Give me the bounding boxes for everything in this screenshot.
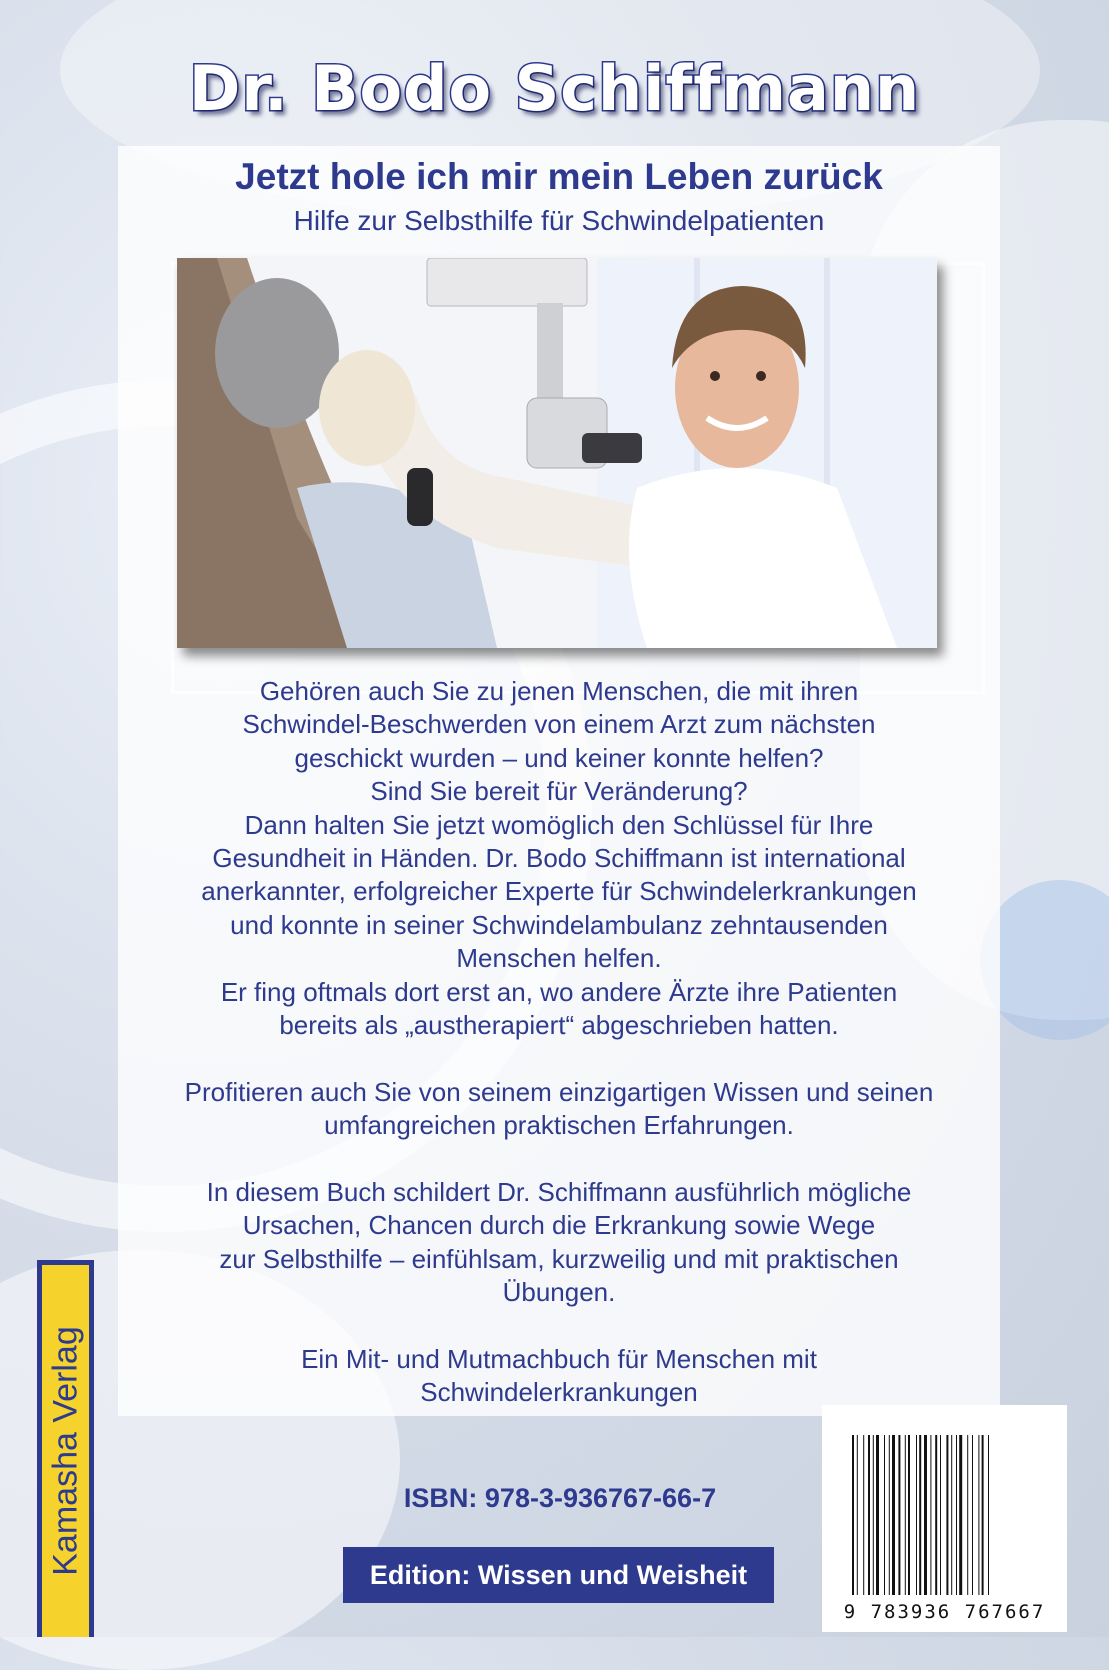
author-photo (177, 258, 937, 648)
barcode-digits: 9 783936 767667 (843, 1601, 1046, 1623)
barcode-bar (924, 1435, 927, 1595)
barcode-bar (889, 1435, 890, 1595)
barcode-bar (935, 1435, 937, 1595)
barcode-bar (988, 1435, 989, 1595)
blurb-line: Er fing oftmals dort erst an, wo andere Ärzte ihre Patienten (220, 976, 898, 1007)
blurb-line: und konnte in seiner Schwindelambulanz zehntausenden (230, 909, 888, 940)
barcode-bar (959, 1435, 962, 1595)
edition-banner: Edition: Wissen und Weisheit (343, 1547, 774, 1603)
blurb-line: Sind Sie bereit für Veränderung? (370, 776, 748, 807)
barcode-bar (905, 1435, 906, 1595)
doctor-examining-patient-image (177, 258, 937, 648)
blurb-line: Schwindelerkrankungen (420, 1377, 698, 1408)
blurb-paragraph-1 (118, 675, 1000, 1042)
barcode-bar (967, 1435, 968, 1595)
publisher-spine-label (37, 1260, 94, 1637)
barcode-bar (892, 1435, 895, 1595)
barcode-bar (972, 1435, 973, 1595)
barcode-bar (873, 1435, 874, 1595)
barcode-bar (852, 1435, 854, 1595)
barcode-bar (876, 1435, 879, 1595)
isbn-label: ISBN: 978-3-936767-66-7 (403, 1483, 717, 1513)
blurb-paragraph-4 (118, 1343, 1000, 1410)
barcode-bar (919, 1435, 921, 1595)
barcode-bar (940, 1435, 941, 1595)
author-name: Dr. Bodo Schiffmann (188, 52, 921, 125)
blurb-line: Profitieren auch Sie von seinem einzigartigen Wissen und seinen (184, 1076, 934, 1107)
blurb-line: anerkannter, erfolgreicher Experte für Schwindelerkrankungen (201, 876, 917, 907)
barcode-bar (863, 1435, 864, 1595)
blurb-line: Ein Mit- und Mutmachbuch für Menschen mit (301, 1344, 817, 1375)
blurb-line: zur Selbsthilfe – einfühlsam, kurzweilig und mit praktischen (219, 1243, 899, 1274)
blurb-line: Gehören auch Sie zu jenen Menschen, die mit ihren (259, 676, 859, 706)
back-cover-blurb (118, 675, 1000, 1410)
barcode-bar (946, 1435, 948, 1595)
barcode-bar (908, 1435, 910, 1595)
barcode-bar (930, 1435, 931, 1595)
blurb-line: Menschen helfen. (456, 943, 662, 974)
blurb-line: Dann halten Sie jetzt womöglich den Schlüssel für Ihre (244, 809, 874, 840)
blurb-line: In diesem Buch schildert Dr. Schiffmann ausführlich mögliche (206, 1177, 912, 1208)
blurb-line: bereits als „austherapiert“ abgeschrieben hatten. (279, 1010, 839, 1041)
barcode-bar (951, 1435, 952, 1595)
publisher-name: Kamasha Verlag (46, 1326, 84, 1576)
barcode-bar (898, 1435, 900, 1595)
barcode-bar (978, 1435, 979, 1595)
blurb-line: Schwindel-Beschwerden von einem Arzt zum nächsten (242, 709, 876, 740)
blurb-line: umfangreichen praktischen Erfahrungen. (324, 1110, 794, 1141)
blurb-paragraph-2 (118, 1076, 1000, 1143)
barcode (822, 1405, 1067, 1632)
barcode-bar (857, 1435, 858, 1595)
barcode-bar (916, 1435, 917, 1595)
book-title: Jetzt hole ich mir mein Leben zurück (235, 156, 883, 197)
blurb-line: Übungen. (502, 1277, 616, 1308)
blurb-paragraph-3 (118, 1176, 1000, 1310)
barcode-bars (852, 1435, 1037, 1601)
book-subtitle: Hilfe zur Selbsthilfe für Schwindelpatienten (293, 205, 825, 236)
barcode-bar (982, 1435, 984, 1595)
barcode-bar (956, 1435, 957, 1595)
barcode-bar (884, 1435, 885, 1595)
blurb-line: Gesundheit in Händen. Dr. Bodo Schiffmann ist international (212, 843, 906, 874)
blurb-line: Ursachen, Chancen durch die Erkrankung sowie Wege (242, 1210, 876, 1241)
barcode-bar (868, 1435, 870, 1595)
blurb-line: geschickt wurden – und keiner konnte helfen? (294, 742, 824, 773)
